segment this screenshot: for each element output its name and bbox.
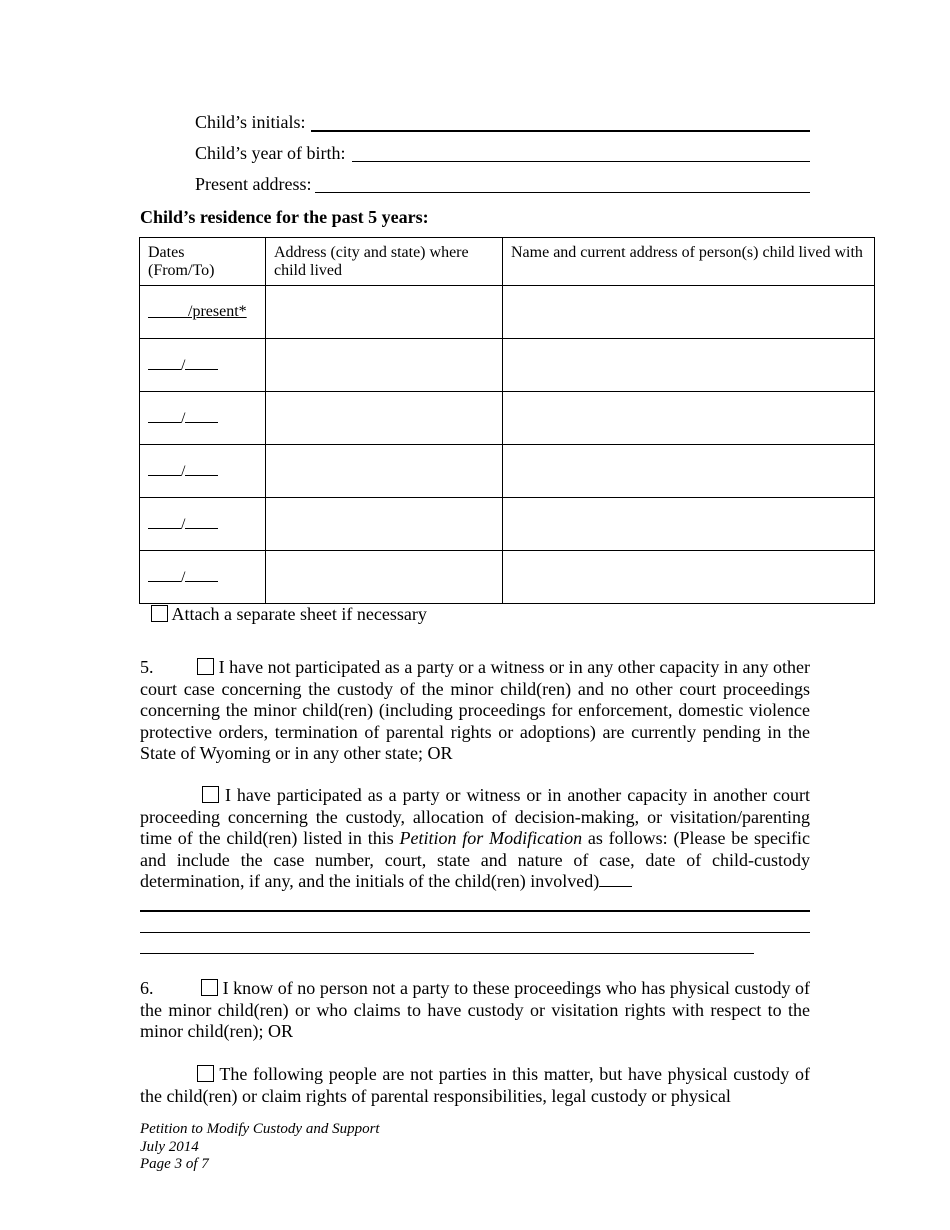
date-separator: / [181,463,186,480]
date-cell[interactable] [140,286,266,339]
table-row [140,392,875,445]
address-cell[interactable] [266,286,503,339]
section-6-option-2 [140,1064,810,1107]
answer-line-3[interactable] [140,953,754,954]
section-5-number: 5. [140,657,154,677]
table-row [140,339,875,392]
table-header-row [140,238,875,286]
childs-birth-year-line[interactable] [352,161,810,162]
date-cell[interactable] [140,498,266,551]
attach-sheet-row [151,604,427,625]
other-people-checkbox[interactable] [197,1065,214,1082]
table-row [140,551,875,604]
date-separator: / [181,357,186,374]
answer-line-2[interactable] [140,932,810,933]
no-participation-checkbox[interactable] [197,658,214,675]
table-header-person: Name and current address of person(s) child lived with [503,238,875,286]
section-5-option-2 [140,785,810,893]
section-5-option-2-text: I have participated as a party or witness or in another capacity in another court proceeding concerning the custody, allocation of decision-making, or visitation/parenting time of the child(ren) listed in this [140,785,811,848]
table-row [140,286,875,339]
section-6-option-1-text: I know of no person not a party to these proceedings who has physical custody of the minor child(ren) or who claims to have custody or visitation rights with respect to the minor child(ren); OR [140,978,811,1041]
person-cell[interactable] [503,286,875,339]
section-5-option-1 [140,657,810,765]
attach-sheet-checkbox[interactable] [151,605,168,622]
date-cell[interactable] [140,445,266,498]
section-6-number: 6. [140,978,154,998]
date-separator: / [181,569,186,586]
section-6-option-2-text: The following people are not parties in this matter, but have physical custody of the child(ren) or claim rights of parental responsibilities, legal custody or physical [140,1064,810,1106]
section-5-option-1-text: I have not participated as a party or a witness or in any other capacity in any other court case concerning the custody of the minor child(ren) and no other court proceedings concerning the minor child(ren) (including proceedings for enforcement, domestic violence protective orders, termination of parental rights or adoptions) are currently pending in the State of Wyoming or in any other state; OR [140,657,810,763]
section-6-option-1 [140,978,810,1043]
answer-line-1[interactable] [140,910,810,912]
attach-sheet-label: Attach a separate sheet if necessary [171,604,427,624]
table-header-address: Address (city and state) where child lived [266,238,503,286]
present-address-label: Present address: [195,174,312,194]
address-cell[interactable] [266,551,503,604]
table-header-dates: Dates (From/To) [140,238,266,286]
address-cell[interactable] [266,392,503,445]
childs-initials-line[interactable] [311,130,810,132]
table-row [140,498,875,551]
childs-initials-label: Child’s initials: [195,112,306,132]
person-cell[interactable] [503,498,875,551]
person-cell[interactable] [503,551,875,604]
date-cell[interactable] [140,339,266,392]
page-footer [140,1121,380,1174]
present-date-text: /present* [188,303,247,320]
address-cell[interactable] [266,498,503,551]
date-separator: / [181,410,186,427]
person-cell[interactable] [503,445,875,498]
residence-table [139,237,875,604]
address-cell[interactable] [266,339,503,392]
residence-heading: Child’s residence for the past 5 years: [140,207,429,227]
no-other-person-checkbox[interactable] [201,979,218,996]
childs-birth-year-label: Child’s year of birth: [195,143,346,163]
date-separator: / [181,516,186,533]
participated-checkbox[interactable] [202,786,219,803]
footer-date: July 2014 [140,1138,199,1155]
date-cell[interactable] [140,392,266,445]
person-cell[interactable] [503,339,875,392]
person-cell[interactable] [503,392,875,445]
footer-page-number: Page 3 of 7 [140,1156,209,1172]
table-row [140,445,875,498]
footer-title: Petition to Modify Custody and Support [140,1121,380,1137]
date-cell[interactable] [140,551,266,604]
involved-blank[interactable] [599,872,632,887]
address-cell[interactable] [266,445,503,498]
present-address-line[interactable] [315,192,810,193]
petition-title-italic: Petition for Modification [399,828,583,848]
section-5-option-2-text-cont: as follows: (Please be specific and include the case number, court, state and nature of case, date of child-custody determination, if any, and the initials of the child(ren) involved) [140,828,811,891]
